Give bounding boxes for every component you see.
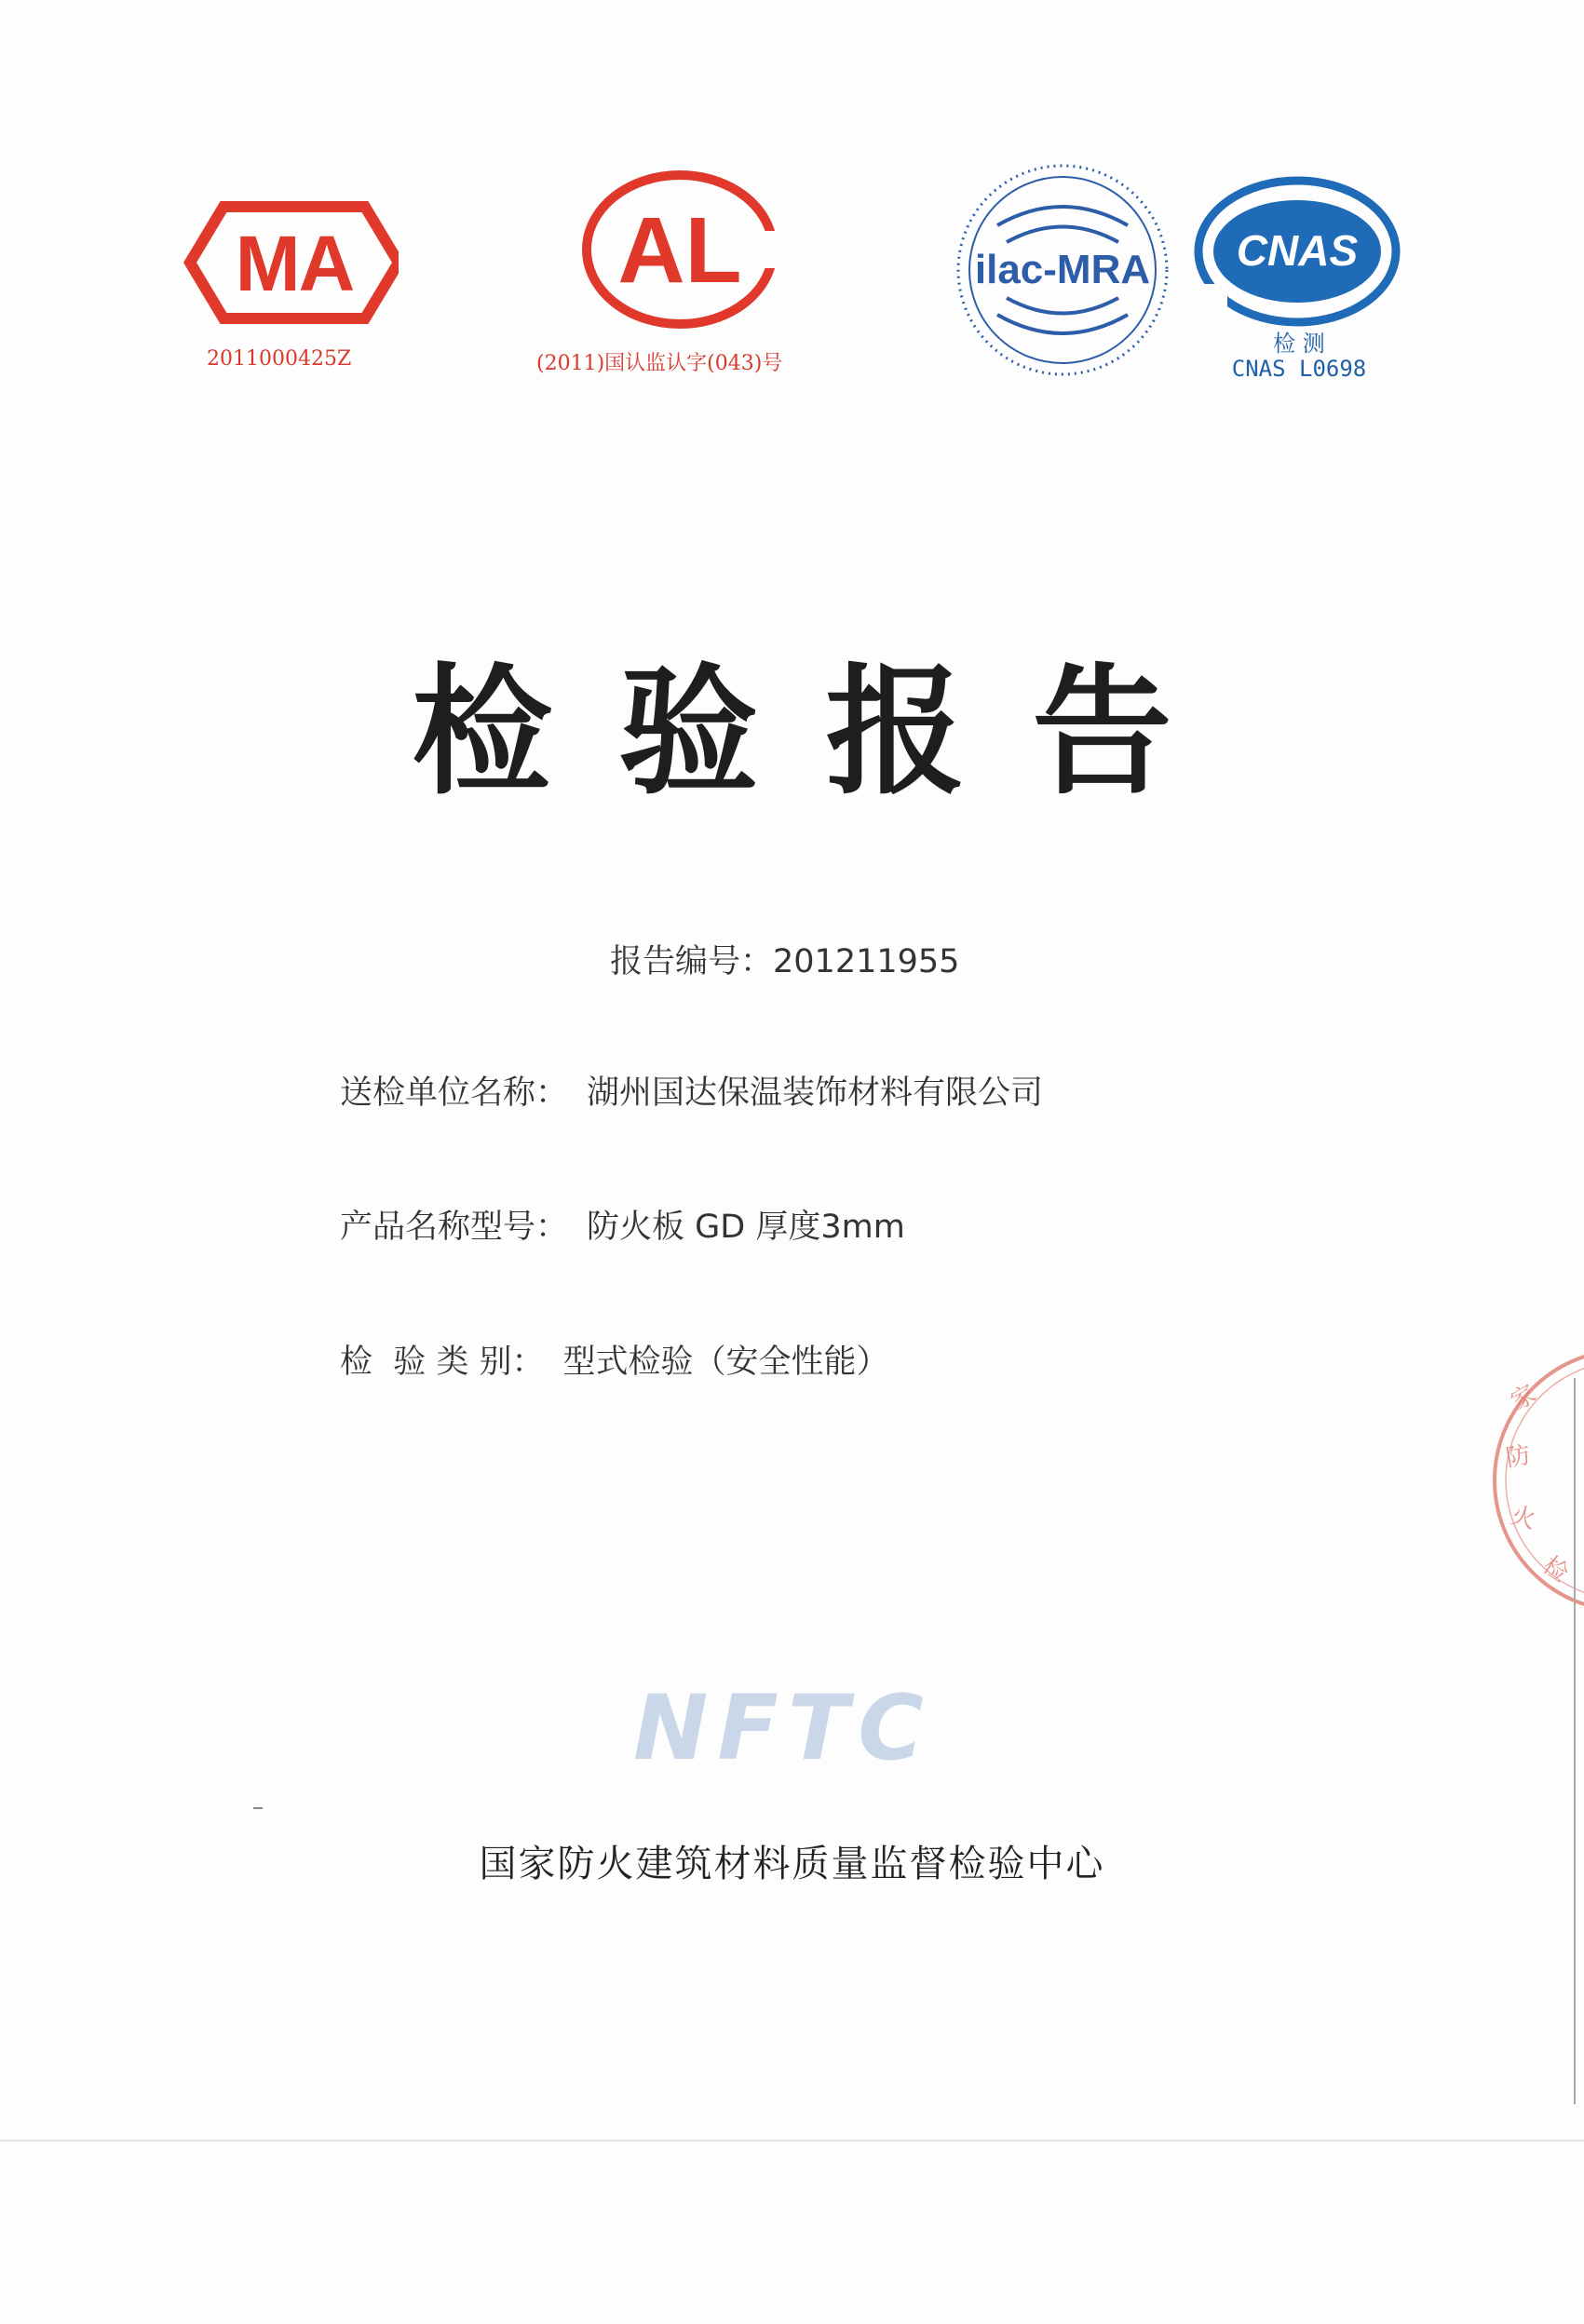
product-field (340, 1201, 905, 1248)
product-value: 防火板 GD 厚度3mm (587, 1209, 905, 1246)
client-value: 湖州国达保温装饰材料有限公司 (587, 1074, 1044, 1112)
left-margin-mark (253, 1807, 263, 1809)
svg-text:CNAS: CNAS (1236, 226, 1359, 275)
product-label: 产品名称型号： (340, 1209, 569, 1246)
cnas-caption-cn: 检 测 (1273, 331, 1325, 357)
cal-logo (577, 166, 782, 333)
client-label: 送检单位名称： (340, 1074, 569, 1112)
nftc-watermark: NFTC (633, 1676, 933, 1780)
cal-logo-letters: AL (617, 198, 742, 303)
cal-accreditation-number: (2011)国认监认字(043)号 (536, 352, 783, 375)
svg-text:ilac-MRA: ilac-MRA (974, 247, 1151, 292)
official-seal-stamp (1485, 1345, 1584, 1619)
report-number-label: 报告编号： (610, 943, 774, 980)
ilac-mra-logo (953, 160, 1172, 380)
report-number-value: 201211955 (773, 943, 960, 980)
cma-registration-number: 2011000425Z (207, 347, 352, 371)
svg-text:火: 火 (1508, 1501, 1539, 1535)
inspection-type-field (340, 1336, 889, 1383)
report-number (610, 936, 959, 982)
svg-text:防: 防 (1504, 1440, 1533, 1473)
svg-text:检: 检 (1537, 1551, 1574, 1588)
cma-logo (175, 197, 413, 328)
cnas-logo (1190, 172, 1404, 331)
cnas-accreditation-code: CNAS L0698 (1231, 356, 1367, 382)
svg-text:家: 家 (1506, 1380, 1542, 1417)
inspection-type-value: 型式检验（安全性能） (562, 1344, 889, 1381)
issuing-organization: 国家防火建筑材料质量监督检验中心 (479, 1843, 1105, 1885)
right-edge-line (1574, 1378, 1576, 2104)
bottom-divider (0, 2140, 1584, 2142)
report-title: 检验报告 (412, 652, 1239, 814)
cma-logo-letters: MA (235, 220, 354, 307)
client-field (340, 1067, 1043, 1114)
inspection-type-label: 检 验 类 别： (340, 1344, 545, 1381)
